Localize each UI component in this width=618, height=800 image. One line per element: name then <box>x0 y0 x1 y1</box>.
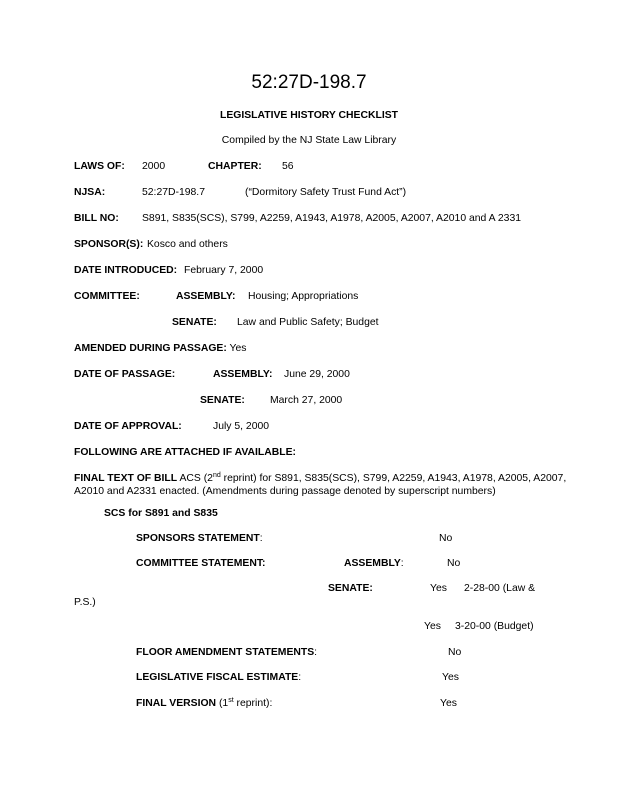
cs-senate-entry1-cont: P.S.) <box>74 597 96 608</box>
laws-of-value: 2000 <box>142 161 166 172</box>
chapter-label: CHAPTER: <box>208 161 262 172</box>
bill-no-label: BILL NO: <box>74 213 119 224</box>
final-text-line1 <box>74 472 566 485</box>
committee-statement-label: COMMITTEE STATEMENT: <box>136 558 266 569</box>
committee-senate-label: SENATE: <box>172 317 217 328</box>
passage-assembly-label: ASSEMBLY: <box>213 369 273 380</box>
chapter-value: 56 <box>282 161 294 172</box>
floor-amendment-label: FLOOR AMENDMENT STATEMENTS <box>136 647 315 658</box>
laws-of-label: LAWS OF: <box>74 161 125 172</box>
fiscal-estimate-suffix: : <box>298 672 302 683</box>
committee-label: COMMITTEE: <box>74 291 140 302</box>
sponsors-statement-value: No <box>439 533 453 544</box>
cs-senate-entry1-value: Yes <box>430 583 447 594</box>
committee-assembly-label: ASSEMBLY: <box>176 291 236 302</box>
cs-assembly-suffix: : <box>400 558 404 569</box>
final-version-paren-post: reprint): <box>233 698 273 709</box>
cs-senate-label: SENATE: <box>328 583 373 594</box>
cs-assembly-value: No <box>447 558 461 569</box>
passage-assembly-value: June 29, 2000 <box>284 369 350 380</box>
final-text-mid: reprint) for S891, S835(SCS), S799, A2259, A1943, A1978, A2005, A2007, <box>220 473 567 484</box>
committee-senate-value: Law and Public Safety; Budget <box>237 317 379 328</box>
fiscal-estimate-row <box>136 671 301 684</box>
compiled-by: Compiled by the NJ State Law Library <box>221 135 397 146</box>
final-text-line2: A2010 and A2331 enacted. (Amendments during passage denoted by superscript numbers) <box>74 486 496 497</box>
attached-heading: FOLLOWING ARE ATTACHED IF AVAILABLE: <box>74 447 297 458</box>
final-text-label: FINAL TEXT OF BILL <box>74 473 178 484</box>
cs-assembly-row <box>344 557 404 570</box>
sponsors-value: Kosco and others <box>147 239 228 250</box>
njsa-value: 52:27D-198.7 <box>142 187 205 198</box>
scs-heading: SCS for S891 and S835 <box>104 508 218 519</box>
citation-title: 52:27D-198.7 <box>251 72 367 93</box>
date-of-approval-label: DATE OF APPROVAL: <box>74 421 182 432</box>
fiscal-estimate-label: LEGISLATIVE FISCAL ESTIMATE <box>136 672 299 683</box>
floor-amendment-suffix: : <box>314 647 318 658</box>
final-version-sup: st <box>228 697 234 704</box>
amended-value: Yes <box>229 343 247 354</box>
njsa-label: NJSA: <box>74 187 106 198</box>
committee-assembly-value: Housing; Appropriations <box>248 291 359 302</box>
bill-no-value: S891, S835(SCS), S799, A2259, A1943, A1978, A2005, A2007, A2010 and A 2331 <box>142 213 522 224</box>
cs-assembly-label: ASSEMBLY <box>344 558 401 569</box>
date-of-passage-label: DATE OF PASSAGE: <box>74 369 176 380</box>
passage-senate-value: March 27, 2000 <box>270 395 343 406</box>
cs-senate-entry2-note: 3-20-00 (Budget) <box>455 621 534 632</box>
final-version-value: Yes <box>440 698 457 709</box>
passage-senate-label: SENATE: <box>200 395 245 406</box>
sponsors-label: SPONSOR(S): <box>74 239 144 250</box>
floor-amendment-row <box>136 646 317 659</box>
final-text-pre: ACS (2 <box>179 473 213 484</box>
date-of-approval-value: July 5, 2000 <box>213 421 270 432</box>
final-version-label: FINAL VERSION <box>136 698 217 709</box>
amended-row <box>74 342 246 355</box>
sponsors-statement-suffix: : <box>259 533 263 544</box>
cs-senate-entry2-value: Yes <box>424 621 441 632</box>
act-name: (“Dormitory Safety Trust Fund Act”) <box>245 187 407 198</box>
final-version-row <box>136 697 272 710</box>
cs-senate-entry1-note: 2-28-00 (Law & <box>464 583 536 594</box>
fiscal-estimate-value: Yes <box>442 672 459 683</box>
checklist-heading: LEGISLATIVE HISTORY CHECKLIST <box>219 110 398 121</box>
final-version-paren-pre: (1 <box>216 698 229 709</box>
date-introduced-label: DATE INTRODUCED: <box>74 265 178 276</box>
amended-label: AMENDED DURING PASSAGE: <box>74 343 227 354</box>
sponsors-statement-row <box>136 532 263 545</box>
floor-amendment-value: No <box>448 647 462 658</box>
final-text-sup: nd <box>212 472 221 479</box>
sponsors-statement-label: SPONSORS STATEMENT <box>136 533 260 544</box>
date-introduced-value: February 7, 2000 <box>184 265 264 276</box>
